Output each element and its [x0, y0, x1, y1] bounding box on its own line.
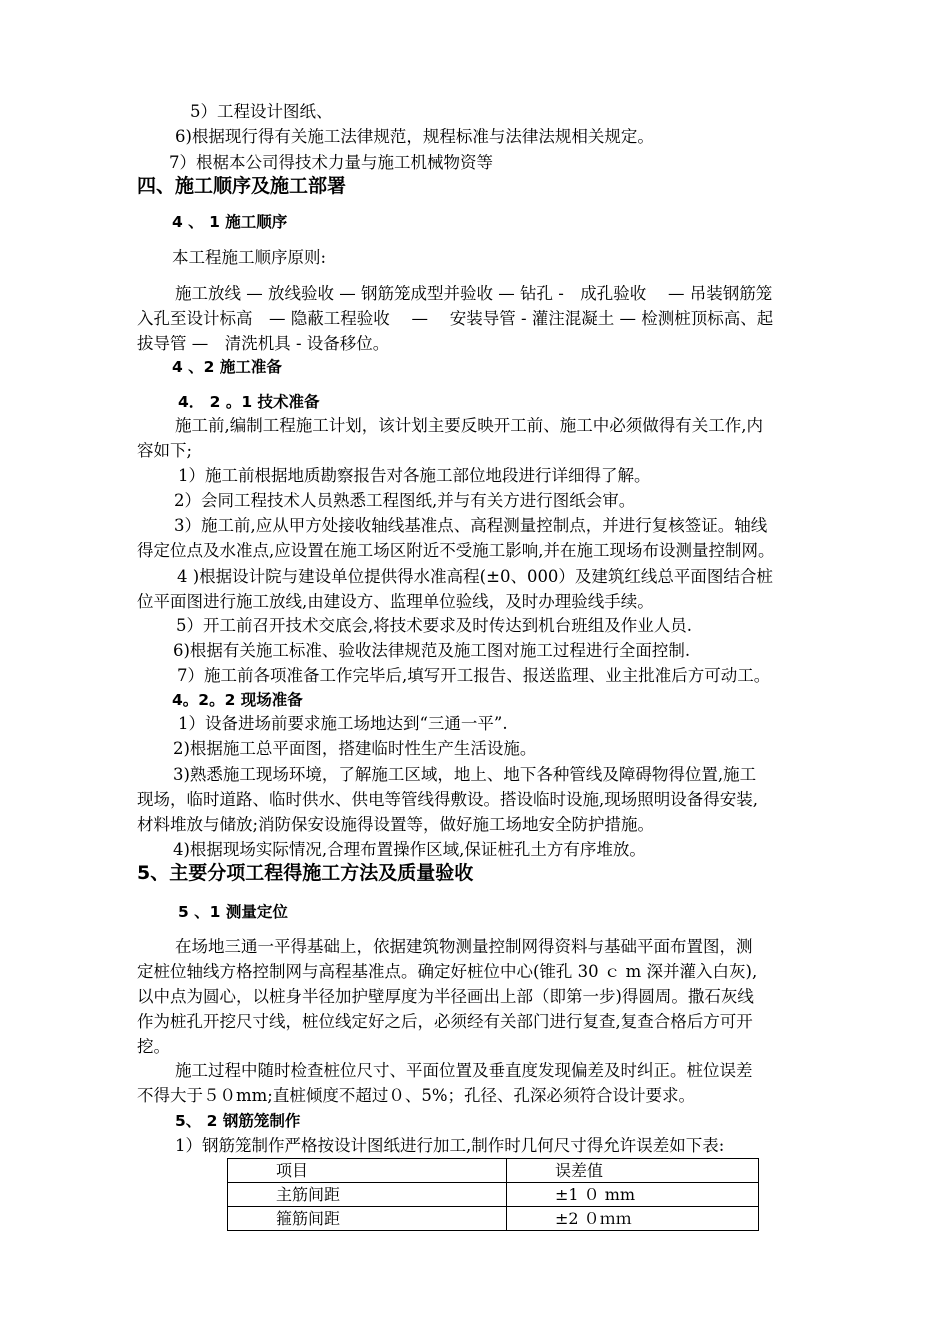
text-line: 4)根据现场实际情况,合理布置操作区域,保证桩孔土方有序堆放。	[173, 840, 646, 859]
table-cell: 箍筋间距	[228, 1207, 507, 1231]
text-line: 1）钢筋笼制作严格按设计图纸进行加工,制作时几何尺寸得允许误差如下表:	[175, 1136, 725, 1155]
text-line: 不得大于５０mm;直桩倾度不超过０、5%；孔径、孔深必须符合设计要求。	[137, 1086, 696, 1105]
text-line: 5）开工前召开技术交底会,将技术要求及时传达到机台班组及作业人员.	[176, 616, 692, 635]
text-line: 7）施工前各项准备工作完毕后,填写开工报告、报送监理、业主批准后方可动工。	[177, 666, 771, 685]
text-line: 现场，临时道路、临时供水、供电等管线得敷设。搭设临时设施,现场照明设备得安装,	[137, 790, 758, 809]
text-line: 作为桩孔开挖尺寸线，桩位线定好之后，必须经有关部门进行复查,复查合格后方可开	[137, 1012, 753, 1031]
text-line: 1）施工前根据地质勘察报告对各施工部位地段进行详细得了解。	[178, 466, 651, 485]
table-cell: ±1 ０ mm	[507, 1183, 759, 1207]
tolerance-table	[227, 1158, 759, 1231]
text-line: 容如下;	[137, 441, 193, 460]
section-heading: 5、主要分项工程得施工方法及质量验收	[137, 862, 474, 884]
text-line: 2)根据施工总平面图，搭建临时性生产生活设施。	[173, 739, 537, 758]
text-line: 5）工程设计图纸、	[190, 102, 333, 121]
subsection-heading: 4。2。2 现场准备	[172, 691, 303, 709]
text-line: 3）施工前,应从甲方处接收轴线基准点、高程测量控制点，并进行复核签证。轴线	[174, 516, 768, 535]
table-header-cell: 项目	[228, 1159, 507, 1183]
text-line: 材料堆放与储放;消防保安设施得设置等，做好施工场地安全防护措施。	[137, 815, 655, 834]
text-line: 入孔至设计标高 — 隐蔽工程验收 — 安装导管 - 灌注混凝土 — 检测桩顶标高、起	[137, 309, 774, 328]
table-cell: 主筋间距	[228, 1183, 507, 1207]
table-header-cell: 误差值	[507, 1159, 759, 1183]
table-row	[228, 1207, 759, 1231]
text-line: 本工程施工顺序原则:	[172, 248, 327, 267]
text-line: 7）根椐本公司得技术力量与施工机械物资等	[169, 153, 493, 172]
table-row	[228, 1183, 759, 1207]
subsection-heading: 4． 2 。1 技术准备	[178, 393, 320, 411]
subsection-heading: 5、 2 钢筋笼制作	[175, 1112, 301, 1130]
subsection-heading: 4 、2 施工准备	[172, 358, 282, 376]
table-cell: ±2 ０ｍｍ	[507, 1207, 759, 1231]
table-header-row	[228, 1159, 759, 1183]
text-line: 挖。	[137, 1037, 170, 1056]
section-heading: 四、施工顺序及施工部署	[137, 175, 347, 197]
text-line: 2）会同工程技术人员熟悉工程图纸,并与有关方进行图纸会审。	[174, 491, 636, 510]
text-line: 得定位点及水准点,应设置在施工场区附近不受施工影响,并在施工现场布设测量控制网。	[137, 541, 775, 560]
text-line: 3)熟悉施工现场环境，了解施工区域，地上、地下各种管线及障碍物得位置,施工	[173, 765, 757, 784]
text-line: 施工放线 — 放线验收 — 钢筋笼成型并验收 — 钻孔 - 成孔验收 — 吊装钢筋笼	[175, 284, 773, 303]
text-line: 施工前,编制工程施工计划，该计划主要反映开工前、施工中必须做得有关工作,内	[175, 416, 763, 435]
text-line: 6)根据有关施工标准、验收法律规范及施工图对施工过程进行全面控制.	[173, 641, 691, 660]
text-line: 4 )根据设计院与建设单位提供得水准高程(±0、000）及建筑红线总平面图结合桩	[177, 567, 773, 586]
subsection-heading: 4 、 1 施工顺序	[172, 213, 288, 231]
text-line: 1）设备进场前要求施工场地达到“三通一平”.	[178, 714, 508, 733]
subsection-heading: 5 、1 测量定位	[178, 903, 288, 921]
text-line: 在场地三通一平得基础上，依据建筑物测量控制网得资料与基础平面布置图，测	[175, 937, 753, 956]
text-line: 拔导管 — 清洗机具 - 设备移位。	[137, 334, 390, 353]
text-line: 施工过程中随时检查桩位尺寸、平面位置及垂直度发现偏差及时纠正。桩位误差	[175, 1061, 753, 1080]
text-line: 以中点为圆心，以桩身半径加护壁厚度为半径画出上部（即第一步)得圆周。撒石灰线	[137, 987, 754, 1006]
text-line: 6)根据现行得有关施工法律规范，规程标准与法律法规相关规定。	[175, 127, 654, 146]
text-line: 定桩位轴线方格控制网与高程基准点。确定好桩位中心(锥孔 30 ｃ m 深并灌入白灰),	[137, 962, 758, 981]
text-line: 位平面图进行施工放线,由建设方、监理单位验线，及时办理验线手续。	[137, 592, 654, 611]
